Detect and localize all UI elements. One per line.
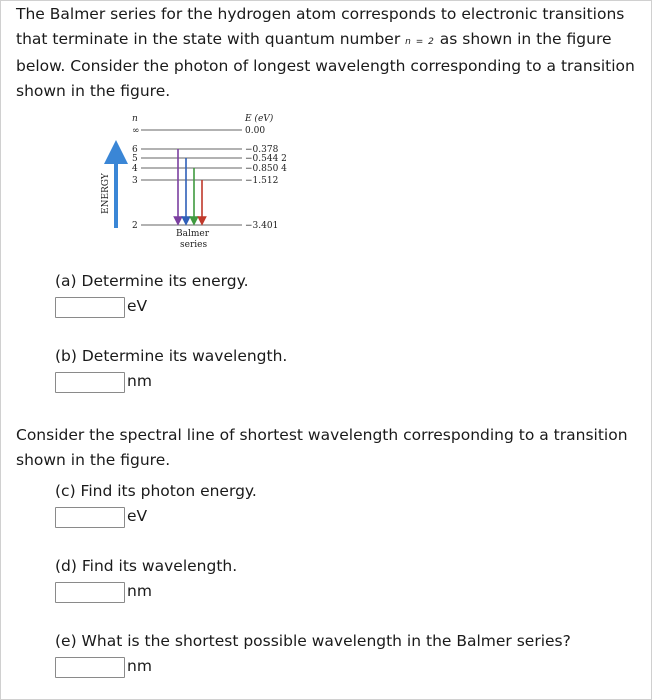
energy-axis-label: ENERGY: [101, 173, 111, 214]
answer-c-input[interactable]: [55, 507, 125, 528]
answer-c-unit: eV: [127, 507, 148, 525]
level-n-4: 4: [132, 164, 138, 174]
answer-d-unit: nm: [127, 582, 152, 600]
question-b-label: (b) Determine its wavelength.: [55, 347, 288, 365]
level-n-6: 6: [132, 145, 138, 155]
level-energy-inf: 0.00: [245, 126, 266, 136]
level-energy-4: −0.850 4: [245, 164, 287, 174]
answer-a-input[interactable]: [55, 297, 125, 318]
answer-b-unit: nm: [127, 372, 152, 390]
answer-a-unit: eV: [127, 297, 148, 315]
energy-header: E (eV): [245, 114, 274, 124]
level-n-inf: ∞: [132, 126, 140, 136]
level-n-2: 2: [132, 221, 138, 231]
series-label-line2: series: [180, 240, 208, 250]
answer-b-input[interactable]: [55, 372, 125, 393]
answer-d-input[interactable]: [55, 582, 125, 603]
answer-e-input[interactable]: [55, 657, 125, 678]
question-a-label: (a) Determine its energy.: [55, 272, 249, 290]
question-d-label: (d) Find its wavelength.: [55, 557, 238, 575]
level-energy-5: −0.544 2: [245, 154, 287, 164]
energy-level-diagram: [96, 110, 296, 255]
answer-e-unit: nm: [127, 657, 152, 675]
question-e-label: (e) What is the shortest possible wavelength in the Balmer series?: [55, 632, 571, 650]
shortest-wavelength-prompt: Consider the spectral line of shortest wavelength corresponding to a transition shown in the figure.: [16, 426, 628, 469]
question-c-label: (c) Find its photon energy.: [55, 482, 257, 500]
level-energy-6: −0.378: [245, 145, 279, 155]
intro-text-after: as shown in the figure below. Consider the photon of longest wavelength corresponding to a transition shown in the figure.: [16, 29, 635, 100]
level-energy-3: −1.512: [245, 176, 279, 186]
intro-text-before: The Balmer series for the hydrogen atom corresponds to electronic transitions that terminate in the state with quantum number: [16, 5, 625, 48]
level-energy-2: −3.401: [245, 221, 279, 231]
level-n-3: 3: [132, 176, 138, 186]
level-n-5: 5: [132, 154, 138, 164]
problem-intro: [16, 2, 641, 103]
quantum-number: n = 2: [405, 36, 435, 47]
series-label-line1: Balmer: [176, 229, 210, 239]
n-header: n: [132, 114, 138, 124]
